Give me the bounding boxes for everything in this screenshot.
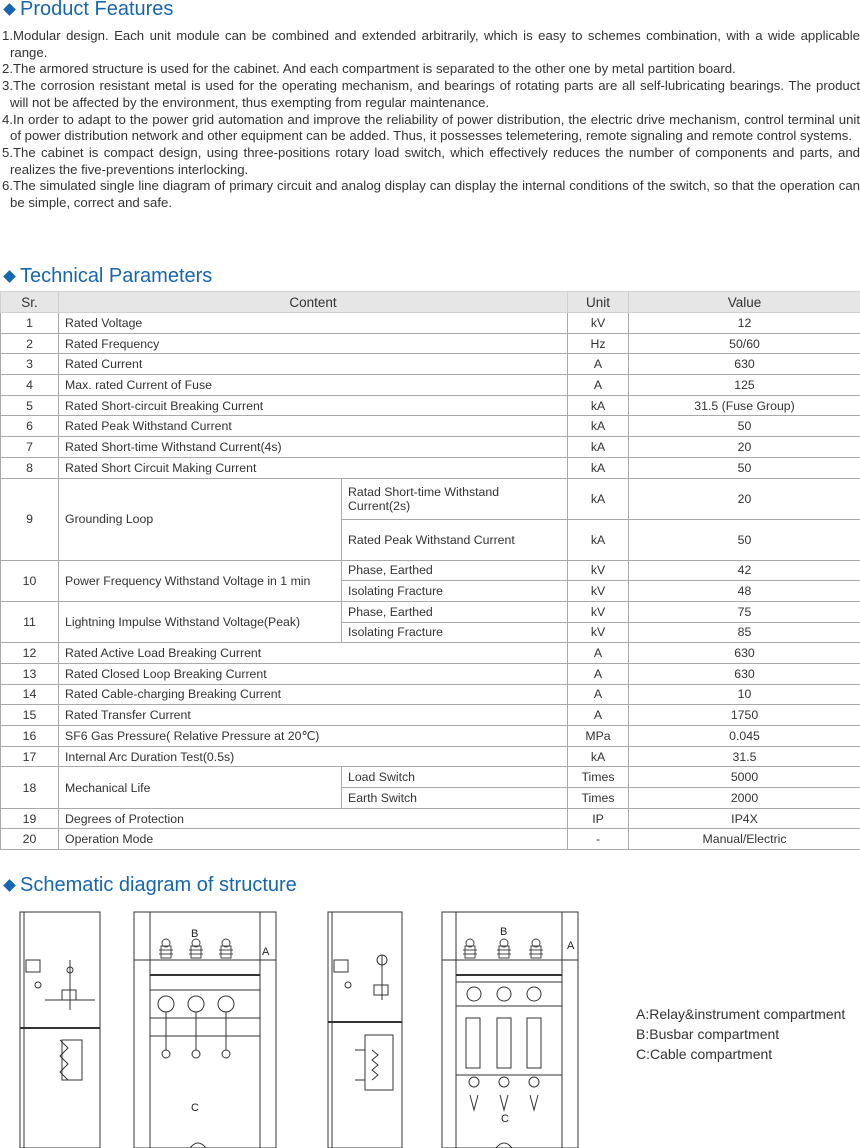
cell-unit: A (568, 663, 629, 684)
cell-sr: 6 (1, 416, 59, 437)
schematic-diagram (0, 900, 860, 1148)
cell-sub-content: Isolating Fracture (342, 581, 568, 602)
table-row (1, 663, 860, 684)
cell-sr: 4 (1, 375, 59, 396)
cell-content: Rated Transfer Current (59, 705, 568, 726)
cell-sr: 2 (1, 333, 59, 354)
cell-sr: 13 (1, 663, 59, 684)
table-row (1, 808, 860, 829)
section-title-text: Product Features (20, 0, 174, 20)
features-list (2, 28, 860, 212)
table-row (1, 333, 860, 354)
cell-unit: kV (568, 560, 629, 581)
feature-item: 2.The armored structure is used for the cabinet. And each compartment is separated to the other one by metal partition board. (2, 61, 736, 77)
cell-value: 50/60 (629, 333, 860, 354)
cell-value: 50 (629, 416, 860, 437)
cell-sr: 20 (1, 829, 59, 850)
schematic-drawings (0, 900, 860, 1148)
cell-value: 630 (629, 354, 860, 375)
section-title-schematic (2, 874, 297, 897)
cell-sub-content: Isolating Fracture (342, 622, 568, 643)
cell-sr: 14 (1, 684, 59, 705)
technical-parameters-table (0, 291, 860, 850)
cell-content: Rated Voltage (59, 313, 568, 334)
cell-value: 1750 (629, 705, 860, 726)
cell-content: SF6 Gas Pressure( Relative Pressure at 20℃) (59, 726, 568, 747)
table-body (1, 313, 860, 850)
section-title-technical-parameters (2, 265, 212, 288)
cell-unit: kA (568, 416, 629, 437)
side-view-drawing-3 (328, 912, 402, 1148)
cell-value: 48 (629, 581, 860, 602)
cell-value: 20 (629, 478, 860, 519)
cell-value: 2000 (629, 788, 860, 809)
section-title-product-features (2, 0, 173, 21)
cell-unit: - (568, 829, 629, 850)
cell-value: 50 (629, 519, 860, 560)
cell-sr: 3 (1, 354, 59, 375)
cell-content: Rated Short Circuit Making Current (59, 457, 568, 478)
table-row (1, 705, 860, 726)
table-row (1, 395, 860, 416)
legend-item-c: C:Cable compartment (636, 1046, 773, 1062)
cell-unit: Hz (568, 333, 629, 354)
label-b-drawing-2: B (191, 928, 199, 940)
cell-content: Rated Short-circuit Breaking Current (59, 395, 568, 416)
cell-content: Grounding Loop (59, 478, 342, 560)
cell-content: Max. rated Current of Fuse (59, 375, 568, 396)
cell-value: 630 (629, 663, 860, 684)
cell-sr: 16 (1, 726, 59, 747)
diamond-bullet-icon (3, 3, 16, 16)
cell-content: Rated Frequency (59, 333, 568, 354)
cell-content: Degrees of Protection (59, 808, 568, 829)
cell-content: Rated Peak Withstand Current (59, 416, 568, 437)
cell-unit: kV (568, 581, 629, 602)
side-view-drawing-1 (20, 912, 100, 1148)
table-row (1, 375, 860, 396)
cell-unit: kA (568, 437, 629, 458)
cell-content: Rated Current (59, 354, 568, 375)
cell-content: Rated Active Load Breaking Current (59, 643, 568, 664)
table-row (1, 746, 860, 767)
cell-unit: kV (568, 622, 629, 643)
cell-value: 125 (629, 375, 860, 396)
cell-content: Internal Arc Duration Test(0.5s) (59, 746, 568, 767)
cell-unit: Times (568, 788, 629, 809)
cell-unit: kV (568, 601, 629, 622)
cell-unit: A (568, 354, 629, 375)
feature-item: 3.The corrosion resistant metal is used for the operating mechanism, and bearings of rotating parts are all self-lubricating bearings. The product will not be affected by the environment, thus exempting from regular maintenance. (2, 78, 860, 110)
cell-sub-content: Phase, Earthed (342, 601, 568, 622)
front-view-drawing-2 (134, 912, 276, 1148)
cell-sr: 8 (1, 457, 59, 478)
table-row (1, 643, 860, 664)
table-row (1, 437, 860, 458)
cell-sr: 7 (1, 437, 59, 458)
cell-value: 85 (629, 622, 860, 643)
cell-unit: A (568, 705, 629, 726)
cell-value: 31.5 (Fuse Group) (629, 395, 860, 416)
cell-content: Rated Short-time Withstand Current(4s) (59, 437, 568, 458)
cell-content: Operation Mode (59, 829, 568, 850)
cell-sr: 12 (1, 643, 59, 664)
cell-value: 42 (629, 560, 860, 581)
cell-unit: kA (568, 746, 629, 767)
cell-unit: kA (568, 519, 629, 560)
cell-unit: kA (568, 395, 629, 416)
cell-unit: kA (568, 478, 629, 519)
cell-content: Rated Closed Loop Breaking Current (59, 663, 568, 684)
table-row (1, 416, 860, 437)
cell-sr: 10 (1, 560, 59, 601)
table-row (1, 767, 860, 788)
table-row (1, 313, 860, 334)
header-value: Value (629, 292, 860, 313)
feature-item: 5.The cabinet is compact design, using three-positions rotary load switch, which effectively reduces the number of components and parts, and realizes the five-preventions interlocking. (2, 144, 860, 177)
cell-unit: A (568, 643, 629, 664)
cell-sr: 5 (1, 395, 59, 416)
cell-value: 10 (629, 684, 860, 705)
label-a-drawing-4: A (567, 940, 575, 952)
cell-sub-content: Rated Peak Withstand Current (342, 519, 568, 560)
section-title-text: Schematic diagram of structure (20, 874, 297, 896)
cell-value: Manual/Electric (629, 829, 860, 850)
diamond-bullet-icon (3, 879, 16, 892)
header-sr: Sr. (1, 292, 59, 313)
diamond-bullet-icon (3, 270, 16, 283)
table-header-row (1, 292, 860, 313)
cell-value: 50 (629, 457, 860, 478)
table-row (1, 601, 860, 622)
table-row (1, 560, 860, 581)
cell-content: Rated Cable-charging Breaking Current (59, 684, 568, 705)
header-content: Content (59, 292, 568, 313)
cell-value: 0.045 (629, 726, 860, 747)
cell-sub-content: Ratad Short-time Withstand Current(2s) (342, 478, 568, 519)
table-row (1, 354, 860, 375)
cell-sr: 1 (1, 313, 59, 334)
table-row (1, 829, 860, 850)
label-c-drawing-4: C (501, 1113, 509, 1125)
cell-sr: 15 (1, 705, 59, 726)
cell-sr: 18 (1, 767, 59, 808)
table-row (1, 726, 860, 747)
cell-sr: 19 (1, 808, 59, 829)
cell-unit: kA (568, 457, 629, 478)
cell-sr: 11 (1, 601, 59, 642)
legend-item-b: B:Busbar compartment (636, 1026, 780, 1042)
cell-content: Lightning Impulse Withstand Voltage(Peak) (59, 601, 342, 642)
label-c-drawing-2: C (191, 1102, 199, 1114)
cell-value: 31.5 (629, 746, 860, 767)
feature-item: 1.Modular design. Each unit module can be combined and extended arbitrarily, which is easy to schemes combination, with a wide applicable range. (2, 28, 860, 60)
header-unit: Unit (568, 292, 629, 313)
cell-sr: 17 (1, 746, 59, 767)
table-row (1, 457, 860, 478)
cell-unit: MPa (568, 726, 629, 747)
cell-value: 20 (629, 437, 860, 458)
cell-unit: IP (568, 808, 629, 829)
cell-sr: 9 (1, 478, 59, 560)
cell-unit: Times (568, 767, 629, 788)
section-title-text: Technical Parameters (20, 265, 213, 287)
cell-value: 12 (629, 313, 860, 334)
front-view-drawing-4 (442, 912, 578, 1148)
cell-sub-content: Earth Switch (342, 788, 568, 809)
table-row (1, 478, 860, 519)
cell-content: Power Frequency Withstand Voltage in 1 min (59, 560, 342, 601)
feature-item: 6.The simulated single line diagram of primary circuit and analog display can display the internal conditions of the switch, so that the operation can be simple, correct and safe. (2, 178, 860, 211)
feature-item: 4.In order to adapt to the power grid automation and improve the reliability of power distribution, the electric drive mechanism, control terminal unit of power distribution network and other equipment can be added. Thus, it possesses telemetering, remote signaling and remote control systems. (2, 111, 860, 144)
legend-item-a: A:Relay&instrument compartment (636, 1006, 846, 1022)
cell-sub-content: Phase, Earthed (342, 560, 568, 581)
cell-unit: A (568, 375, 629, 396)
cell-value: 75 (629, 601, 860, 622)
cell-value: 5000 (629, 767, 860, 788)
label-a-drawing-2: A (262, 946, 270, 958)
cell-value: 630 (629, 643, 860, 664)
cell-content: Mechanical Life (59, 767, 342, 808)
cell-sub-content: Load Switch (342, 767, 568, 788)
label-b-drawing-4: B (500, 926, 508, 938)
table-row (1, 684, 860, 705)
cell-value: IP4X (629, 808, 860, 829)
cell-unit: A (568, 684, 629, 705)
cell-unit: kV (568, 313, 629, 334)
